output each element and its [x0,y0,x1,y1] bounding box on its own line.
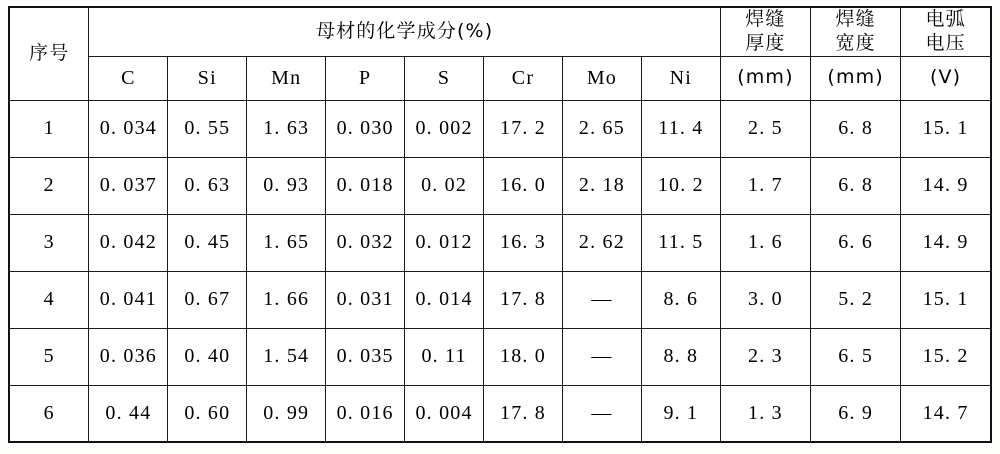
header-element-cr: Cr [484,56,563,100]
cell-cr: 17. 8 [484,385,563,442]
header-weld-thickness-line2: 厚度 [745,31,786,54]
cell-c: 0. 44 [89,385,168,442]
cell-ni: 11. 5 [641,214,720,271]
cell-voltage: 14. 7 [901,385,991,442]
cell-mn: 0. 99 [247,385,326,442]
cell-mo: 2. 18 [562,157,641,214]
cell-mo: — [562,385,641,442]
cell-width: 6. 9 [811,385,901,442]
cell-ni: 8. 6 [641,271,720,328]
cell-cr: 18. 0 [484,328,563,385]
chemical-composition-table [8,6,992,443]
cell-mn: 1. 63 [247,100,326,157]
cell-voltage: 14. 9 [901,214,991,271]
cell-p: 0. 031 [326,271,405,328]
cell-width: 5. 2 [811,271,901,328]
cell-width: 6. 6 [811,214,901,271]
cell-c: 0. 041 [89,271,168,328]
cell-thickness: 1. 3 [720,385,810,442]
table-row [9,157,991,214]
cell-thickness: 2. 5 [720,100,810,157]
cell-thickness: 3. 0 [720,271,810,328]
cell-p: 0. 016 [326,385,405,442]
header-index: 序号 [9,7,89,100]
table-row [9,100,991,157]
header-composition-group: 母材的化学成分(%) [89,7,720,56]
cell-thickness: 1. 7 [720,157,810,214]
table-row [9,214,991,271]
header-element-p: P [326,56,405,100]
header-arc-voltage-unit: (V) [901,56,991,100]
header-arc-voltage-line2: 电压 [925,31,966,54]
cell-c: 0. 037 [89,157,168,214]
row-index: 2 [9,157,89,214]
row-index: 6 [9,385,89,442]
cell-p: 0. 032 [326,214,405,271]
header-weld-thickness-line1: 焊缝 [745,8,786,30]
header-element-mo: Mo [562,56,641,100]
cell-cr: 17. 8 [484,271,563,328]
cell-mo: — [562,271,641,328]
cell-ni: 11. 4 [641,100,720,157]
cell-ni: 10. 2 [641,157,720,214]
header-element-s: S [405,56,484,100]
cell-mn: 0. 93 [247,157,326,214]
document-page [0,6,1000,454]
cell-thickness: 2. 3 [720,328,810,385]
cell-mo: 2. 65 [562,100,641,157]
cell-si: 0. 45 [168,214,247,271]
cell-p: 0. 030 [326,100,405,157]
header-row-top [9,7,991,56]
cell-width: 6. 5 [811,328,901,385]
cell-s: 0. 012 [405,214,484,271]
cell-mo: 2. 62 [562,214,641,271]
cell-voltage: 15. 2 [901,328,991,385]
cell-s: 0. 002 [405,100,484,157]
header-row-elements [9,56,991,100]
cell-s: 0. 02 [405,157,484,214]
table-row [9,385,991,442]
header-element-mn: Mn [247,56,326,100]
cell-s: 0. 11 [405,328,484,385]
cell-width: 6. 8 [811,100,901,157]
header-weld-width-unit: (mm) [811,56,901,100]
cell-thickness: 1. 6 [720,214,810,271]
table-body [9,100,991,442]
cell-ni: 9. 1 [641,385,720,442]
cell-p: 0. 035 [326,328,405,385]
cell-si: 0. 67 [168,271,247,328]
cell-c: 0. 036 [89,328,168,385]
cell-cr: 16. 0 [484,157,563,214]
cell-si: 0. 55 [168,100,247,157]
cell-mn: 1. 65 [247,214,326,271]
table-row [9,328,991,385]
cell-p: 0. 018 [326,157,405,214]
cell-si: 0. 63 [168,157,247,214]
row-index: 3 [9,214,89,271]
header-weld-thickness-unit: (mm) [720,56,810,100]
header-weld-width [811,7,901,56]
cell-mo: — [562,328,641,385]
cell-c: 0. 042 [89,214,168,271]
cell-cr: 17. 2 [484,100,563,157]
row-index: 4 [9,271,89,328]
cell-cr: 16. 3 [484,214,563,271]
table-row [9,271,991,328]
cell-mn: 1. 66 [247,271,326,328]
header-arc-voltage-line1: 电弧 [925,8,966,30]
header-weld-thickness [720,7,810,56]
cell-ni: 8. 8 [641,328,720,385]
header-element-c: C [89,56,168,100]
cell-s: 0. 014 [405,271,484,328]
header-arc-voltage [901,7,991,56]
header-element-si: Si [168,56,247,100]
cell-voltage: 15. 1 [901,271,991,328]
cell-s: 0. 004 [405,385,484,442]
cell-voltage: 14. 9 [901,157,991,214]
header-element-ni: Ni [641,56,720,100]
cell-si: 0. 40 [168,328,247,385]
cell-mn: 1. 54 [247,328,326,385]
table-header [9,7,991,100]
header-weld-width-line1: 焊缝 [835,8,876,30]
row-index: 5 [9,328,89,385]
cell-width: 6. 8 [811,157,901,214]
cell-c: 0. 034 [89,100,168,157]
cell-voltage: 15. 1 [901,100,991,157]
row-index: 1 [9,100,89,157]
cell-si: 0. 60 [168,385,247,442]
header-weld-width-line2: 宽度 [835,31,876,54]
